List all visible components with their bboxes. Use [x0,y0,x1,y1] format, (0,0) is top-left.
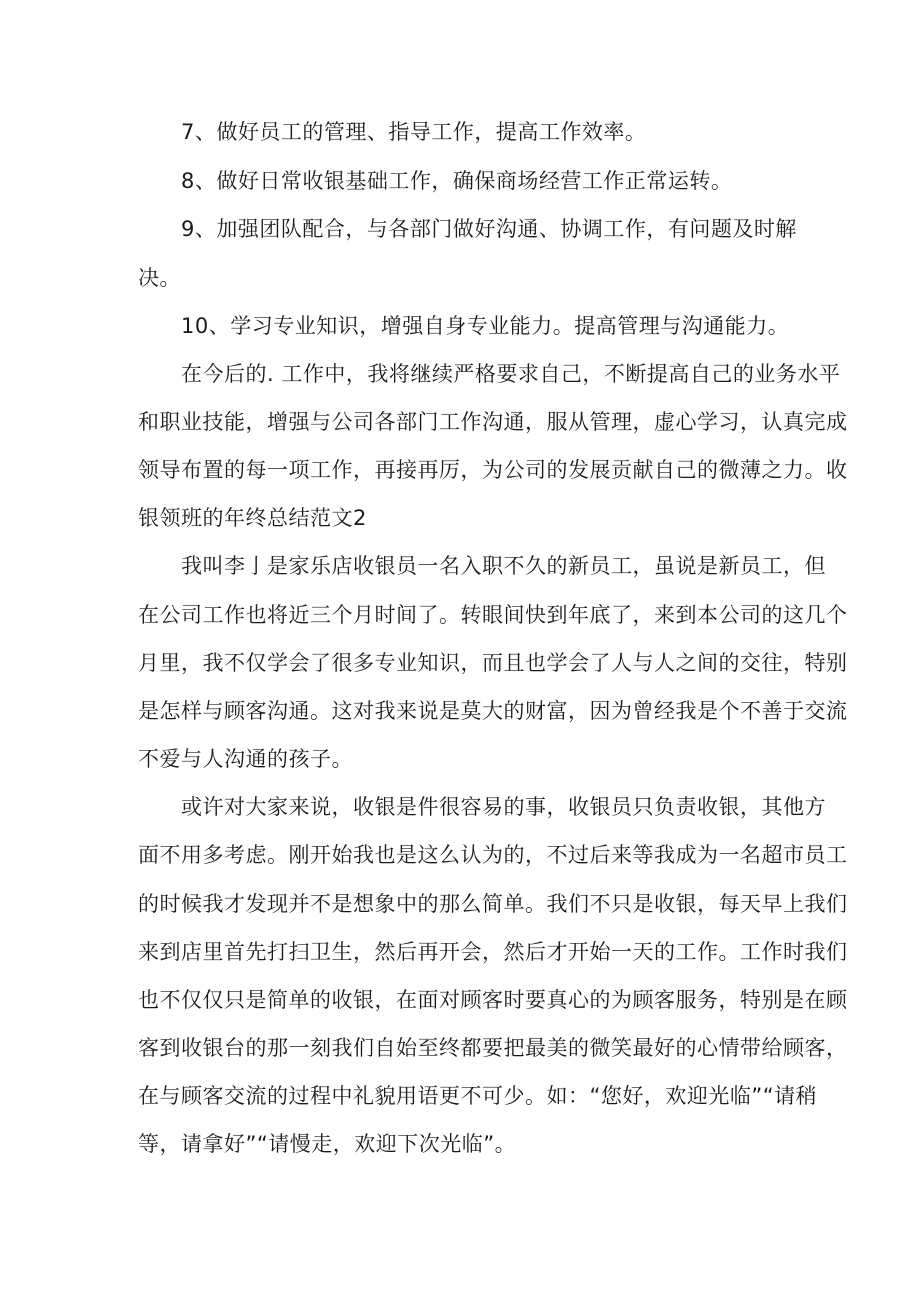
list-item-9-continued: 决。 [138,266,181,290]
paragraph-line: 在今后的. 工作中，我将继续严格要求自己，不断提高自己的业务水平 [181,362,841,386]
paragraph-line: 月里，我不仅学会了很多专业知识，而且也学会了人与人之间的交往，特别 [138,651,848,675]
section-heading: 银领班的年终总结范文2 [138,506,367,530]
paragraph-line: 我叫李亅是家乐店收银员一名入职不久的新员工，虽说是新员工，但 [181,554,826,578]
paragraph-line: 客到收银台的那一刻我们自始至终都要把最美的微笑最好的心情带给顾客， [138,1036,848,1060]
paragraph-line: 和职业技能，增强与公司各部门工作沟通，服从管理，虚心学习，认真完成 [138,410,848,434]
list-item-7: 7、做好员工的管理、指导工作，提高工作效率。 [181,120,647,144]
list-item-9: 9、加强团队配合，与各部门做好沟通、协调工作，有问题及时解 [181,217,797,241]
paragraph-line: 在与顾客交流的过程中礼貌用语更不可少。如：“您好，欢迎光临”“请稍 [138,1084,818,1108]
paragraph-line: 是怎样与顾客沟通。这对我来说是莫大的财富，因为曾经我是个不善于交流 [138,699,848,723]
paragraph-line: 面不用多考虑。刚开始我也是这么认为的，不过后来等我成为一名超市员工 [138,843,848,867]
paragraph-line: 来到店里首先打扫卫生，然后再开会，然后才开始一天的工作。工作时我们 [138,940,848,964]
paragraph-line: 领导布置的每一项工作，再接再厉，为公司的发展贡献自己的微薄之力。收 [138,458,848,482]
paragraph-line: 在公司工作也将近三个月时间了。转眼间快到年底了，来到本公司的这几个 [138,603,848,627]
list-item-8: 8、做好日常收银基础工作，确保商场经营工作正常运转。 [181,169,733,193]
paragraph-line: 不爱与人沟通的孩子。 [138,747,353,771]
paragraph-line: 或许对大家来说，收银是件很容易的事，收银员只负责收银，其他方 [181,795,826,819]
paragraph-line: 也不仅仅只是简单的收银，在面对顾客时要真心的为顾客服务，特别是在顾 [138,988,848,1012]
paragraph-line: 的时候我才发现并不是想象中的那么简单。我们不只是收银，每天早上我们 [138,892,848,916]
paragraph-line: 等，请拿好”“请慢走，欢迎下次光临”。 [138,1132,517,1156]
list-item-10: 10、学习专业知识，增强自身专业能力。提高管理与沟通能力。 [181,314,790,338]
